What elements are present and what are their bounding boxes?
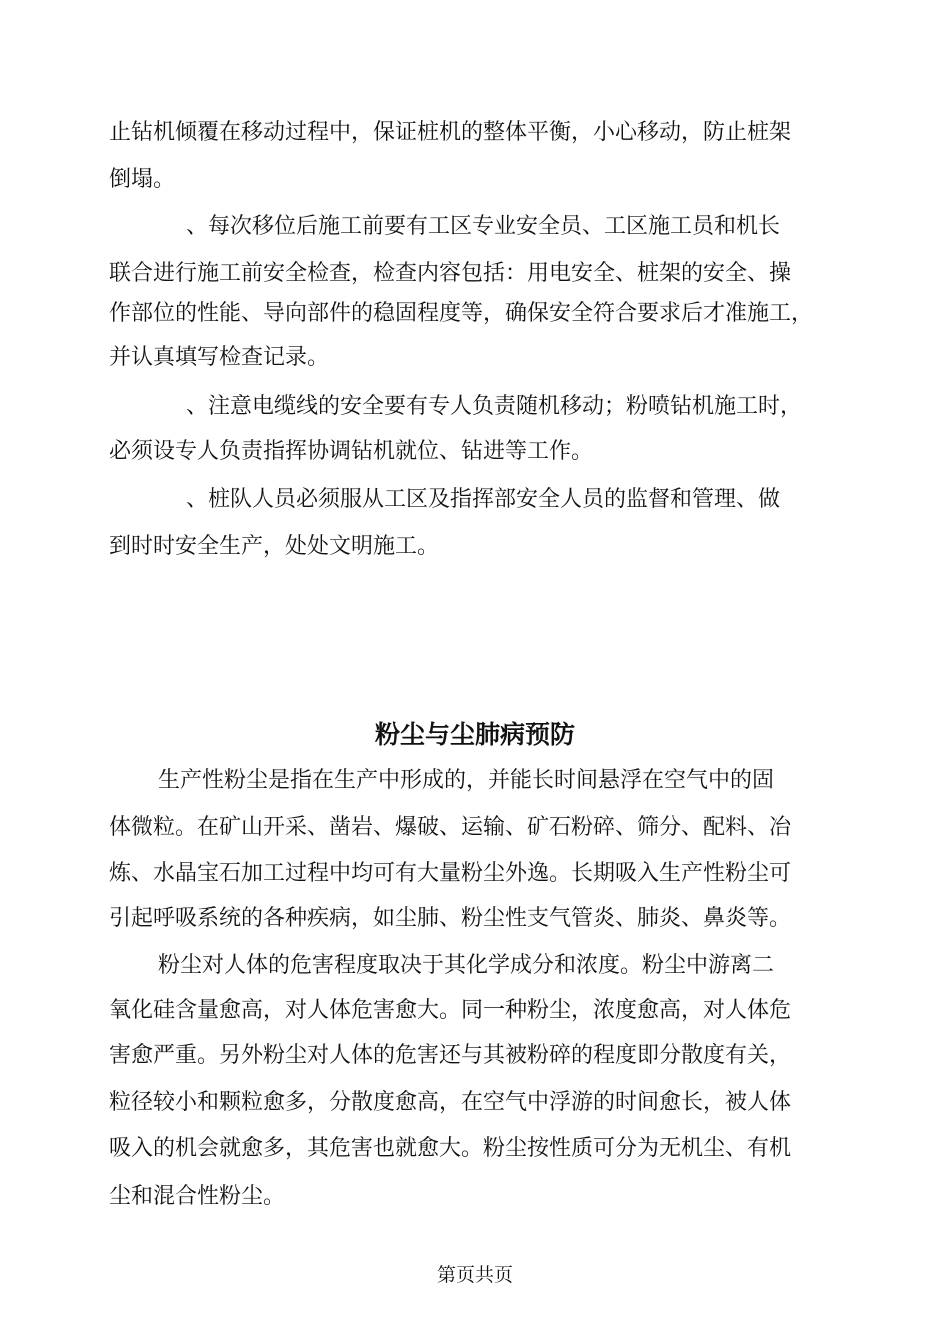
page-footer: 第页共页 bbox=[436, 1264, 513, 1286]
body-line: 联合进行施工前安全检查，检查内容包括：用电安全、桩架的安全、操 bbox=[109, 261, 792, 286]
body-line: 作部位的性能、导向部件的稳固程度等，确保安全符合要求后才准施工， bbox=[109, 301, 814, 326]
body-line: 炼、水晶宝石加工过程中均可有大量粉尘外逸。长期吸入生产性粉尘可 bbox=[109, 861, 792, 886]
body-line: 粒径较小和颗粒愈多，分散度愈高，在空气中浮游的时间愈长，被人体 bbox=[109, 1090, 792, 1115]
body-line: 止钻机倾覆在移动过程中，保证桩机的整体平衡，小心移动，防止桩架 bbox=[109, 120, 792, 145]
body-line: 、每次移位后施工前要有工区专业安全员、工区施工员和机长 bbox=[186, 214, 781, 239]
body-line: 氧化硅含量愈高，对人体危害愈大。同一种粉尘，浓度愈高，对人体危 bbox=[109, 998, 792, 1023]
body-line: 体微粒。在矿山开采、凿岩、爆破、运输、矿石粉碎、筛分、配料、冶 bbox=[109, 815, 792, 840]
body-line: 倒塌。 bbox=[109, 167, 176, 192]
body-line: 粉尘对人体的危害程度取决于其化学成分和浓度。粉尘中游离二 bbox=[158, 953, 775, 978]
body-line: 到时时安全生产，处处文明施工。 bbox=[109, 534, 440, 559]
body-line: 尘和混合性粉尘。 bbox=[109, 1184, 286, 1209]
body-line: 引起呼吸系统的各种疾病，如尘肺、粉尘性支气管炎、肺炎、鼻炎等。 bbox=[109, 906, 792, 931]
body-line: 、桩队人员必须服从工区及指挥部安全人员的监督和管理、做 bbox=[186, 487, 781, 512]
body-line: 必须设专人负责指挥协调钻机就位、钻进等工作。 bbox=[109, 439, 594, 464]
body-line: 害愈严重。另外粉尘对人体的危害还与其被粉碎的程度即分散度有关， bbox=[109, 1043, 792, 1068]
body-line: 、注意电缆线的安全要有专人负责随机移动；粉喷钻机施工时， bbox=[186, 394, 803, 419]
body-line: 吸入的机会就愈多，其危害也就愈大。粉尘按性质可分为无机尘、有机 bbox=[109, 1136, 792, 1161]
section-title: 粉尘与尘肺病预防 bbox=[374, 720, 575, 749]
body-line: 并认真填写检查记录。 bbox=[109, 345, 330, 370]
body-line: 生产性粉尘是指在生产中形成的，并能长时间悬浮在空气中的固 bbox=[158, 768, 775, 793]
